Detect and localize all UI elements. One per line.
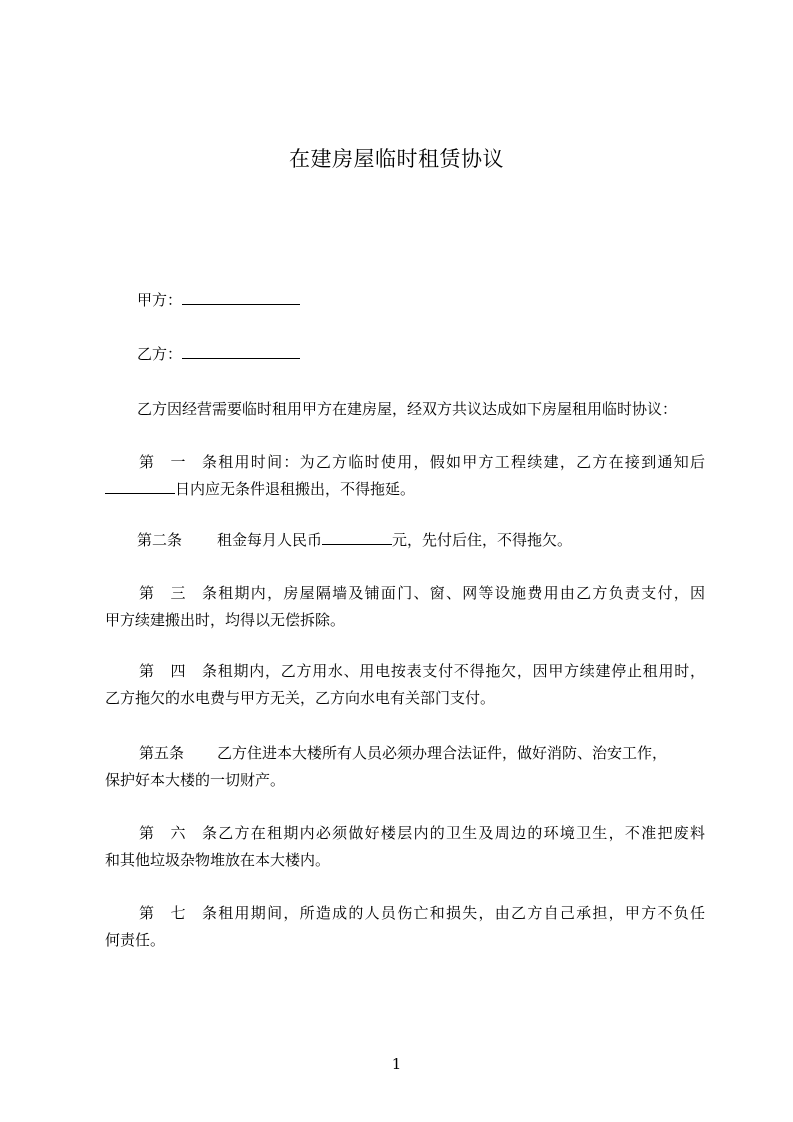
article-6-line1: 乙方在租期内必须做好楼层内的卫生及周边的环境卫生，不准把废料 <box>217 824 705 842</box>
party-a-blank <box>182 290 300 305</box>
document-title: 在建房屋临时租赁协议 <box>289 147 504 171</box>
article-1-line2: 日内应无条件退租搬出，不得拖延。 <box>175 480 416 498</box>
party-b-blank <box>182 344 300 359</box>
article-2-label: 第二条 <box>137 531 183 549</box>
article-6 <box>105 820 705 874</box>
article-2-rent-blank <box>322 530 392 545</box>
article-3-line2: 甲方续建搬出时，均得以无偿拆除。 <box>105 611 346 629</box>
article-2-after-blank: 元，先付后住，不得拖欠。 <box>392 531 573 549</box>
article-6-line2: 和其他垃圾杂物堆放在本大楼内。 <box>105 851 331 869</box>
article-1-blank <box>105 479 175 494</box>
article-6-label: 第六条 <box>139 824 217 842</box>
article-4 <box>105 658 705 712</box>
article-3-label: 第三条 <box>139 584 217 602</box>
article-7-label: 第七条 <box>139 904 217 922</box>
article-5-line2: 保护好本大楼的一切财产。 <box>105 771 286 789</box>
party-b-line <box>137 341 300 368</box>
article-3 <box>105 580 705 634</box>
party-a-label: 甲方： <box>137 291 183 309</box>
article-1 <box>105 449 705 503</box>
article-1-label: 第一条 <box>139 453 217 471</box>
article-5-label: 第五条 <box>139 744 185 762</box>
article-7-line1: 租用期间，所造成的人员伤亡和损失，由乙方自己承担，甲方不负任 <box>217 904 705 922</box>
intro-paragraph: 乙方因经营需要临时租用甲方在建房屋，经双方共议达成如下房屋租用临时协议： <box>137 400 678 418</box>
article-7-line2: 何责任。 <box>105 931 166 949</box>
article-4-label: 第四条 <box>139 662 217 680</box>
page-number: 1 <box>391 1055 402 1073</box>
article-3-line1: 租期内，房屋隔墙及铺面门、窗、网等设施费用由乙方负责支付，因 <box>217 584 705 602</box>
article-2-before-blank: 租金每月人民币 <box>217 531 323 549</box>
article-5-line1: 乙方住进本大楼所有人员必须办理合法证件，做好消防、治安工作， <box>217 744 668 762</box>
article-4-line1: 租期内，乙方用水、用电按表支付不得拖欠，因甲方续建停止租用时， <box>217 662 705 680</box>
article-4-line2: 乙方拖欠的水电费与甲方无关，乙方向水电有关部门支付。 <box>105 689 496 707</box>
article-1-line1: 租用时间：为乙方临时使用，假如甲方工程续建，乙方在接到通知后 <box>217 453 705 471</box>
party-b-label: 乙方： <box>137 345 183 363</box>
article-5 <box>105 740 705 794</box>
article-7 <box>105 900 705 954</box>
party-a-line <box>137 287 300 314</box>
article-2 <box>137 527 572 554</box>
